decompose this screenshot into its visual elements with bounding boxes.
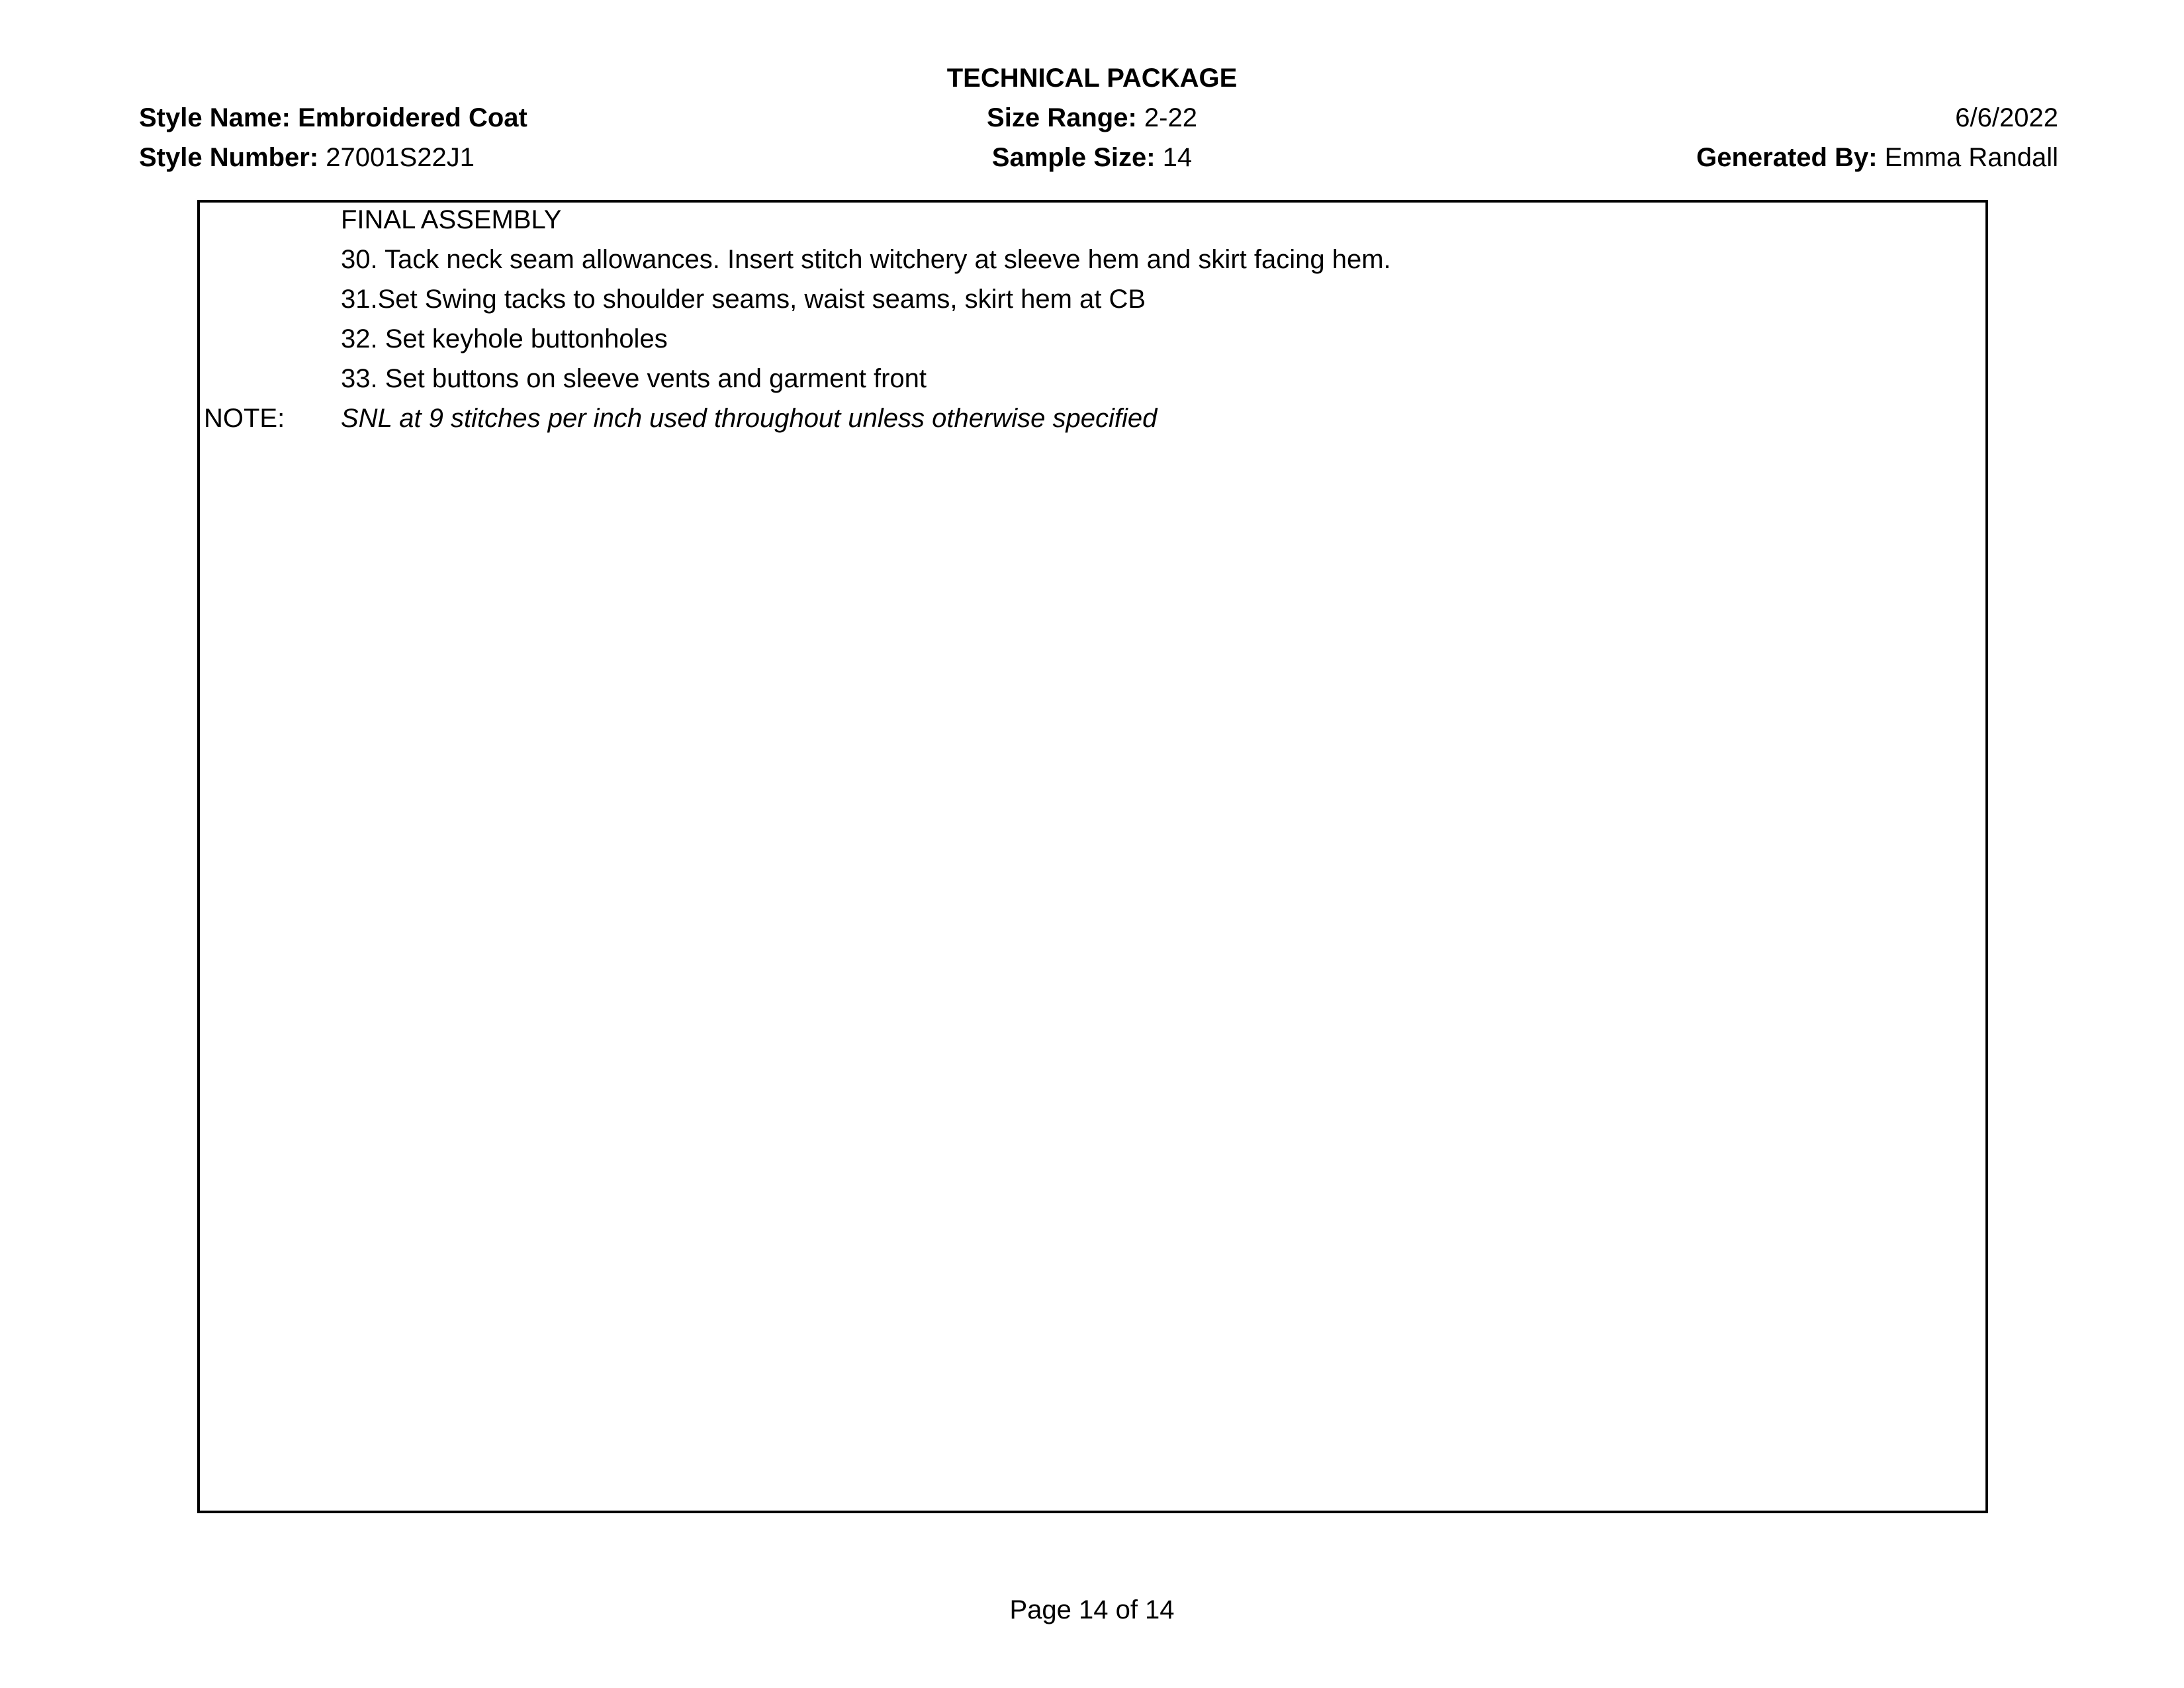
document-title: TECHNICAL PACKAGE — [946, 64, 1238, 93]
content-box — [197, 200, 1988, 1513]
section-heading: FINAL ASSEMBLY — [341, 205, 562, 234]
style-number-value: 27001S22J1 — [326, 143, 475, 172]
size-range — [827, 101, 1357, 135]
size-range-label: Size Range: — [987, 103, 1137, 132]
document-date: 6/6/2022 — [1955, 103, 2058, 132]
step-30: 30. Tack neck seam allowances. Insert stitch witchery at sleeve hem and skirt facing hem. — [341, 245, 1391, 274]
style-name — [139, 101, 527, 135]
size-range-value: 2-22 — [1144, 103, 1197, 132]
sample-size-label: Sample Size: — [991, 143, 1156, 172]
step-31: 31.Set Swing tacks to shoulder seams, waist seams, skirt hem at CB — [341, 285, 1146, 314]
step-33: 33. Set buttons on sleeve vents and garment front — [341, 364, 927, 393]
sample-size — [827, 140, 1357, 175]
generated-by-value: Emma Randall — [1884, 143, 2058, 172]
note-label: NOTE: — [204, 404, 285, 433]
style-number-label: Style Number: — [139, 143, 319, 172]
style-number — [139, 140, 475, 175]
style-name-label: Style Name: — [139, 103, 291, 132]
page-number: Page 14 of 14 — [1009, 1595, 1175, 1624]
generated-by-label: Generated By: — [1696, 143, 1878, 172]
step-32: 32. Set keyhole buttonholes — [341, 324, 668, 353]
note-text: SNL at 9 stitches per inch used throughout unless otherwise specified — [341, 404, 1158, 433]
style-name-value: Embroidered Coat — [298, 103, 527, 132]
generated-by — [1696, 140, 2058, 175]
sample-size-value: 14 — [1162, 143, 1193, 172]
